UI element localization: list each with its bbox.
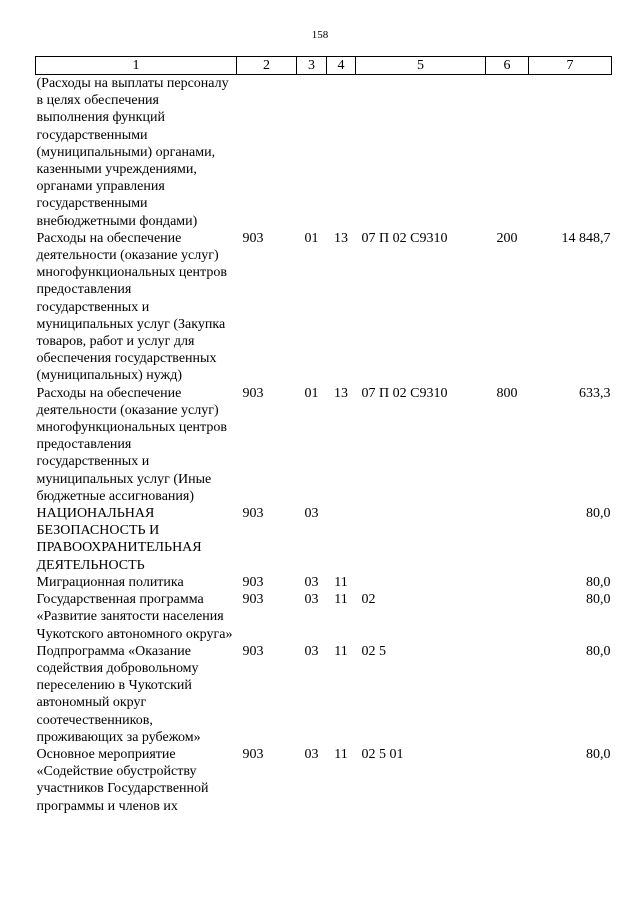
row-vr <box>486 574 529 591</box>
row-sum <box>529 75 612 230</box>
table-row <box>36 75 612 230</box>
row-grbs: 903 <box>242 506 264 522</box>
row-vr: 200 <box>496 230 518 246</box>
row-csr: 02 5 <box>361 643 386 659</box>
row-rz: 01 <box>304 230 319 246</box>
row-pr: 11 <box>334 592 348 608</box>
table-row <box>36 385 612 505</box>
row-rz: 01 <box>304 385 319 401</box>
row-sum: 633,3 <box>579 385 611 401</box>
table-row <box>36 643 612 746</box>
table-row <box>36 230 612 385</box>
row-name: Основное мероприятие «Содействие обустройству участников Государственной программы и членов их <box>36 746 209 814</box>
header-col-6: 6 <box>486 57 529 75</box>
row-grbs: 903 <box>242 574 264 590</box>
header-col-4: 4 <box>327 57 356 75</box>
row-vr <box>486 643 529 746</box>
header-col-1: 1 <box>36 57 237 75</box>
row-grbs: 903 <box>242 746 264 762</box>
row-name: (Расходы на выплаты персоналу в целях обеспечения выполнения функций государственными (муниципальными) органами, казенными учреждениями, органами управления государственными внебюджетными фондами) <box>36 76 229 229</box>
row-rz: 03 <box>304 643 319 659</box>
row-grbs: 903 <box>242 230 264 246</box>
row-pr: 13 <box>334 385 348 401</box>
row-pr: 13 <box>334 230 348 246</box>
row-pr <box>327 75 356 230</box>
row-name: Подпрограмма «Оказание содействия добровольному переселению в Чукотский автономный округ соотечественников, проживающих за рубежом» <box>36 643 201 745</box>
row-csr: 02 <box>361 592 376 608</box>
row-vr <box>486 505 529 574</box>
row-vr <box>486 746 529 815</box>
row-rz: 03 <box>304 592 319 608</box>
row-name: Расходы на обеспечение деятельности (оказание услуг) многофункциональных центров предоставления государственных и муниципальных услуг (Иные бюджетные ассигнования) <box>36 385 227 504</box>
table-row <box>36 505 612 574</box>
header-row <box>36 57 612 75</box>
budget-table <box>35 56 612 815</box>
header-col-3: 3 <box>297 57 327 75</box>
row-grbs <box>237 75 297 230</box>
row-csr: 07 П 02 С9310 <box>361 385 448 401</box>
row-name: Миграционная политика <box>36 574 184 590</box>
row-grbs: 903 <box>242 385 264 401</box>
table-row <box>36 574 612 591</box>
page-number: 158 <box>311 29 329 41</box>
row-vr: 800 <box>496 385 518 401</box>
row-rz: 03 <box>304 574 319 590</box>
row-rz: 03 <box>304 746 319 762</box>
row-csr: 07 П 02 С9310 <box>361 230 448 246</box>
row-grbs: 903 <box>242 643 264 659</box>
row-name: Расходы на обеспечение деятельности (оказание услуг) многофункциональных центров предоставления государственных и муниципальных услуг (Закупка товаров, работ и услуг для обеспечения государственных (муниципальных) нужд) <box>36 230 227 384</box>
row-csr <box>356 574 486 591</box>
row-pr: 11 <box>334 746 348 762</box>
row-name: НАЦИОНАЛЬНАЯ БЕЗОПАСНОСТЬ И ПРАВООХРАНИТЕЛЬНАЯ ДЕЯТЕЛЬНОСТЬ <box>36 506 202 573</box>
row-rz <box>297 75 327 230</box>
row-pr: 11 <box>334 643 348 659</box>
row-sum: 14 848,7 <box>561 230 611 246</box>
header-col-2: 2 <box>237 57 297 75</box>
row-sum: 80,0 <box>586 746 611 762</box>
row-rz: 03 <box>304 506 319 522</box>
row-csr <box>356 505 486 574</box>
header-col-5: 5 <box>356 57 486 75</box>
row-pr: 11 <box>334 574 348 590</box>
header-col-7: 7 <box>529 57 612 75</box>
table-row <box>36 591 612 643</box>
row-pr <box>327 505 356 574</box>
row-name: Государственная программа «Развитие занятости населения Чукотского автономного округа» <box>36 592 233 642</box>
row-sum: 80,0 <box>586 643 611 659</box>
row-grbs: 903 <box>242 592 264 608</box>
row-vr <box>486 75 529 230</box>
row-sum: 80,0 <box>586 574 611 590</box>
row-vr <box>486 591 529 643</box>
row-csr: 02 5 01 <box>361 746 404 762</box>
table-row <box>36 746 612 815</box>
row-sum: 80,0 <box>586 506 611 522</box>
row-csr <box>356 75 486 230</box>
row-sum: 80,0 <box>586 592 611 608</box>
